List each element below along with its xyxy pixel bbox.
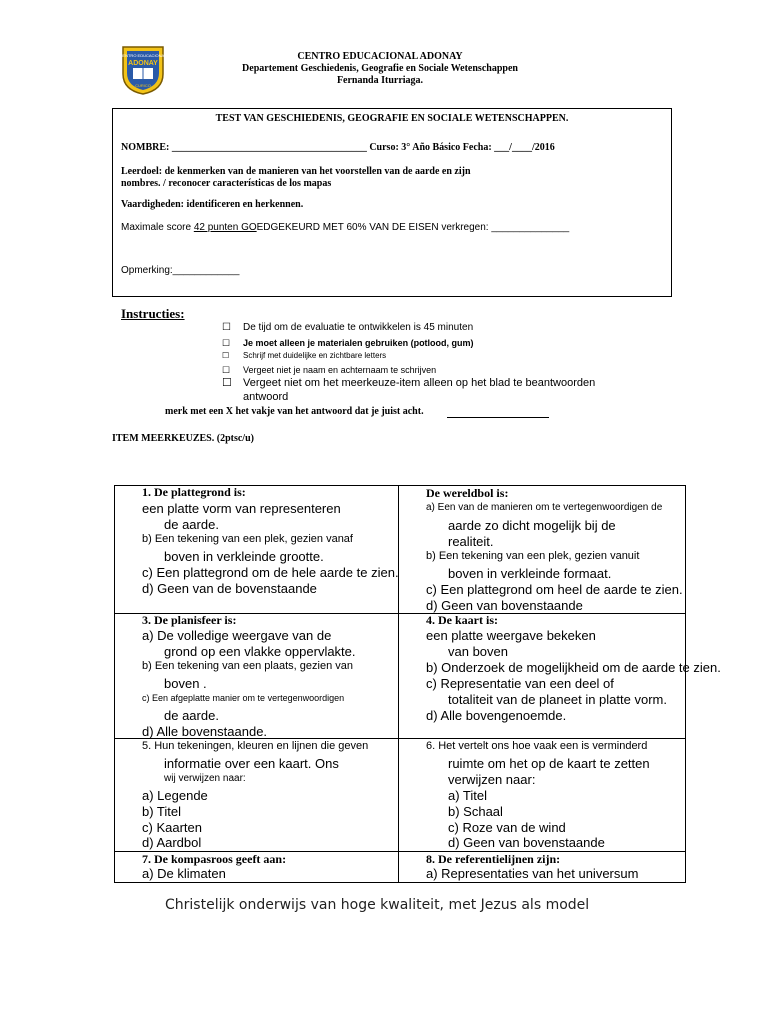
checkbox-icon: ☐ [222,351,230,360]
question-3-title: 3. De planisfeer is: [142,613,237,627]
answer-line: een platte vorm van representeren [142,501,341,516]
column-divider [398,485,399,883]
checkbox-icon: ☐ [222,365,231,375]
skills-line: Vaardigheden: identificeren en herkennen. [121,199,304,210]
answer-line: a) Legende [142,788,208,803]
answer-line: b) Onderzoek de mogelijkheid om de aarde te zien. [426,660,721,675]
answer-line: de aarde. [164,708,219,723]
max-score-points: 42 punten GO [193,222,257,233]
answer-line: a) Een van de manieren om te vertegenwoordigen de [426,502,663,513]
question-5-title: 5. Hun tekeningen, kleuren en lijnen die geven [142,740,369,752]
answer-line: d) Alle bovengenoemde. [426,708,567,723]
question-7-title: 7. De kompasroos geeft aan: [142,852,287,866]
answer-line: d) Aardbol [142,835,202,850]
table-border-right [685,485,686,883]
answer-line: totaliteit van de planeet in platte vorm. [448,692,667,707]
instruction-item: ☐ Schrijf met duidelijke en zichtbare letters [222,351,387,360]
answer-line: c) Representatie van een deel of [426,676,614,691]
question-4-title: 4. De kaart is: [426,613,498,627]
answer-line: c) Een afgeplatte manier om te vertegenwoordigen [142,693,345,703]
instructions-heading: Instructies: [121,306,185,321]
answer-line: realiteit. [448,534,494,549]
mark-instruction: merk met een X het vakje van het antwoord dat je juist acht. [165,406,424,417]
answer-line: de aarde. [164,517,219,532]
answer-line: c) Een plattegrond om heel de aarde te zien. [426,582,683,597]
answer-line: a) De volledige weergave van de [142,628,332,643]
question-8-title: 8. De referentielijnen zijn: [426,852,561,866]
question-6-title: 6. Het vertelt ons hoe vaak een is verminderd [426,740,648,752]
section-title: ITEM MEERKEUZES. (2ptsc/u) [112,433,254,444]
answer-line: wij verwijzen naar: [164,773,246,784]
test-title: TEST VAN GESCHIEDENIS, GEOGRAFIE EN SOCIALE WETENSCHAPPEN. [215,113,569,124]
answer-line: b) Een tekening van een plaats, gezien van [142,660,353,672]
answer-line: van boven [448,644,508,659]
answer-line: informatie over een kaart. Ons [164,756,339,771]
learning-goal-line-1: Leerdoel: de kenmerken van de manieren van het voorstellen van de aarde en zijn [121,166,471,177]
answer-line: boven in verkleinde formaat. [448,566,612,581]
answer-line: boven . [164,676,207,691]
question-1-title: 1. De plattegrond is: [142,485,246,499]
learning-goal-line-2: nombres. / reconocer características de los mapas [121,178,332,189]
logo-text-bottom: CURICO [135,83,151,88]
checkbox-icon: ☐ [222,338,231,348]
answer-line: c) Kaarten [142,820,202,835]
max-score-line [121,222,569,234]
remark-line: Opmerking:____________ [121,265,240,276]
checkbox-icon: ☐ [222,377,232,389]
answer-line: een platte weergave bekeken [426,628,596,643]
instruction-item: ☐ Vergeet niet je naam en achternaam te schrijven [222,365,437,375]
answer-line: c) Roze van de wind [448,820,566,835]
answer-line: d) Geen van bovenstaande [448,835,605,850]
test-info-box [112,108,672,297]
answer-line: grond op een vlakke oppervlakte. [164,644,356,659]
answer-line: b) Een tekening van een plek, gezien vanuit [426,550,640,562]
answer-line: a) Titel [448,788,488,803]
answer-line: b) Een tekening van een plek, gezien vanaf [142,533,353,545]
instruction-item: ☐ Je moet alleen je materialen gebruiken (potlood, gum) [222,338,474,348]
logo-text-top: CENTRO EDUCACIONAL [120,53,166,58]
school-name: CENTRO EDUCACIONAL ADONAY [297,51,463,62]
footer-motto: Christelijk onderwijs van hoge kwaliteit, met Jezus als model [165,897,590,913]
answer-line: a) De klimaten [142,866,226,881]
answer-line: b) Schaal [448,804,503,819]
checkbox-icon: ☐ [222,322,231,333]
max-score-rest: EDGEKEURD MET 60% VAN DE EISEN verkregen: ______________ [256,222,570,233]
table-border-left [114,485,115,883]
answer-line: d) Geen van bovenstaande [426,598,583,613]
answer-line: aarde zo dicht mogelijk bij de [448,518,616,533]
answer-line: d) Geen van de bovenstaande [142,581,317,596]
table-border-bottom [114,882,686,883]
max-score-prefix: Maximale score [121,222,194,233]
answer-line: boven in verkleinde grootte. [164,549,324,564]
answer-line: ruimte om het op de kaart te zetten [448,756,650,771]
question-2-title: De wereldbol is: [426,486,509,500]
name-course-date-line: NOMBRE: _______________________________________ Curso: 3° Año Básico Fecha: ___/____/2016 [121,142,555,153]
school-logo [120,44,166,96]
answer-line: a) Representaties van het universum [426,866,639,881]
answer-line: b) Titel [142,804,182,819]
instruction-item: ☐ De tijd om de evaluatie te ontwikkelen is 45 minuten [222,322,474,333]
instruction-continuation: antwoord [243,391,289,403]
department-name: Departement Geschiedenis, Geografie en Sociale Wetenschappen [242,63,518,74]
answer-line: d) Alle bovenstaande. [142,724,268,739]
questions-table [114,485,721,883]
mark-underline [447,417,549,418]
instruction-item: ☐ Vergeet niet om het meerkeuze-item alleen op het blad te beantwoorden [222,377,596,389]
answer-line: c) Een plattegrond om de hele aarde te zien. [142,565,399,580]
teacher-name: Fernanda Iturriaga. [336,75,424,86]
answer-line: verwijzen naar: [448,772,536,787]
logo-text-main: ADONAY [128,60,158,67]
